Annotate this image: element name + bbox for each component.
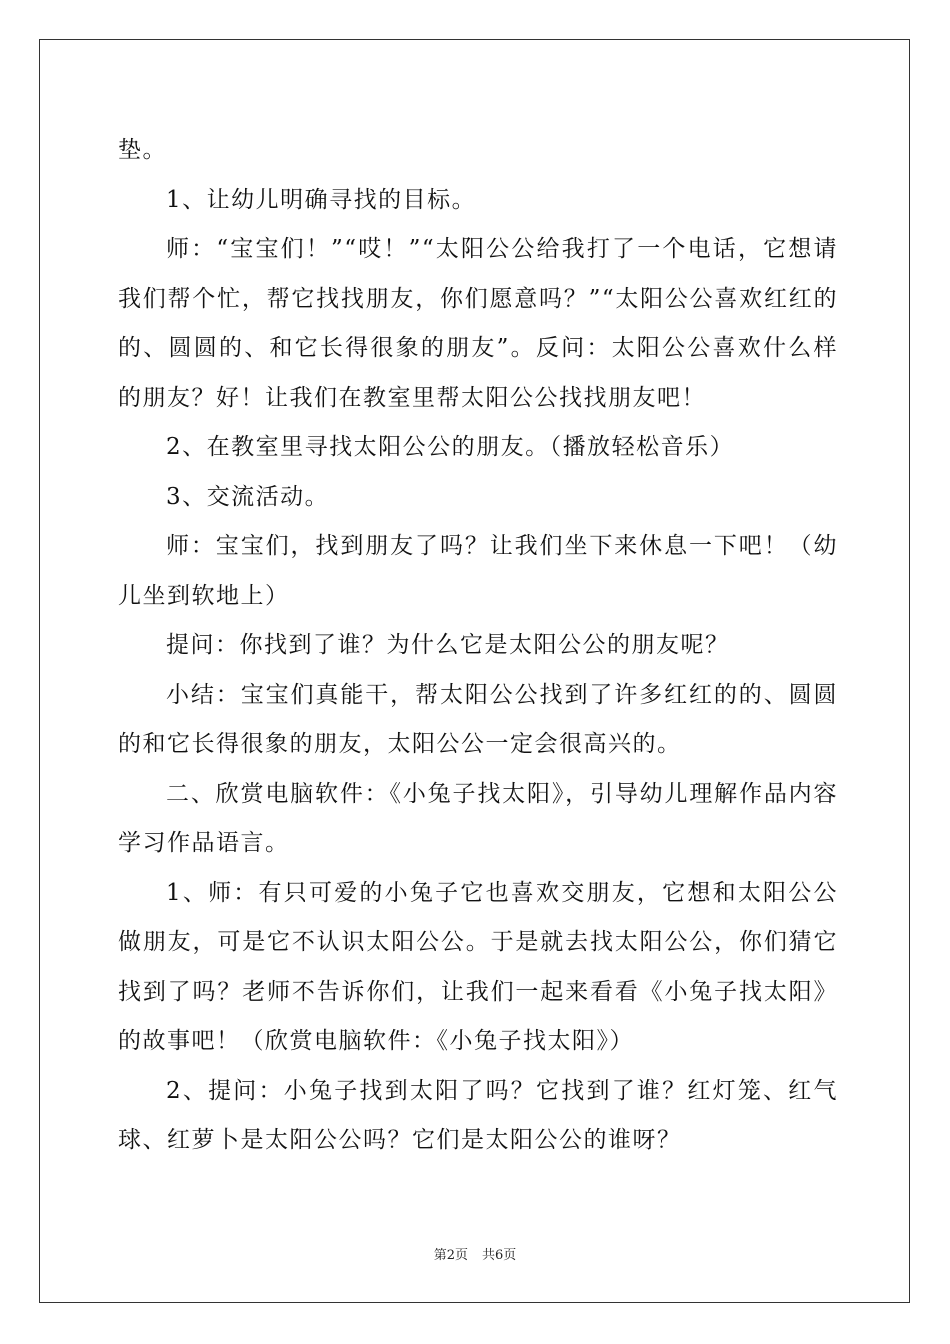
document-body xyxy=(118,126,838,1166)
paragraph-10: 1、师：有只可爱的小兔子它也喜欢交朋友，它想和太阳公公做朋友，可是它不认识太阳公公。于是就去找太阳公公，你们猜它找到了吗？老师不告诉你们，让我们一起来看看《小兔子找太阳》的故事吧！（欣赏电脑软件：《小兔子找太阳》） xyxy=(118,879,838,1054)
paragraph-1: 垫。 xyxy=(118,137,167,163)
paragraph-7: 提问：你找到了谁？为什么它是太阳公公的朋友呢？ xyxy=(166,632,730,658)
paragraph-3: 师：“宝宝们！”“哎！”“太阳公公给我打了一个电话，它想请我们帮个忙，帮它找找朋友，你们愿意吗？”“太阳公公喜欢红红的的、圆圆的、和它长得很象的朋友”。反问：太阳公公喜欢什么样的朋友？好！让我们在教室里帮太阳公公找找朋友吧！ xyxy=(118,236,838,411)
paragraph-11: 2、提问：小兔子找到太阳了吗？它找到了谁？红灯笼、红气球、红萝卜是太阳公公吗？它们是太阳公公的谁呀？ xyxy=(118,1077,838,1153)
paragraph-6: 师：宝宝们，找到朋友了吗？让我们坐下来休息一下吧！（幼儿坐到软地上） xyxy=(118,533,838,609)
page-footer xyxy=(0,1244,950,1263)
page-number: 第2页 xyxy=(433,1248,468,1263)
paragraph-5: 3、交流活动。 xyxy=(166,483,330,510)
paragraph-4: 2、在教室里寻找太阳公公的朋友。（播放轻松音乐） xyxy=(166,434,735,460)
paragraph-2: 1、让幼儿明确寻找的目标。 xyxy=(166,186,477,213)
paragraph-9: 二、欣赏电脑软件：《小兔子找太阳》，引导幼儿理解作品内容学习作品语言。 xyxy=(118,780,838,856)
page-total: 共6页 xyxy=(482,1248,517,1263)
paragraph-8: 小结：宝宝们真能干，帮太阳公公找到了许多红红的的、圆圆的和它长得很象的朋友，太阳公公一定会很高兴的。 xyxy=(118,681,838,757)
